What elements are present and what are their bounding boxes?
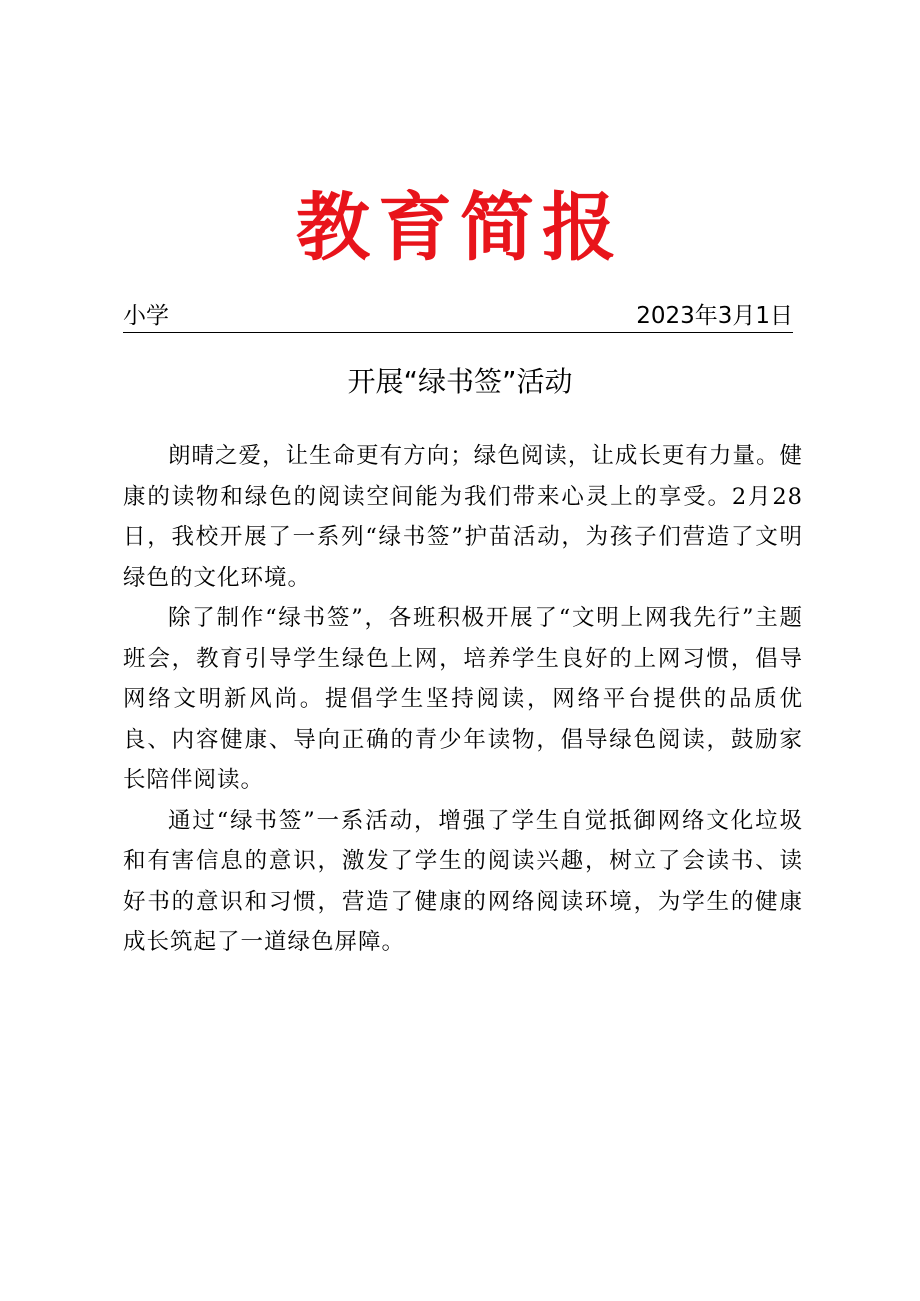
paragraph: 除了制作“绿书签”，各班积极开展了“文明上网我先行”主题班会，教育引导学生绿色上网，培养学生良好的上网习惯，倡导网络文明新风尚。提倡学生坚持阅读，网络平台提供的品质优良、内容健康、导向正确的青少年读物，倡导绿色阅读，鼓励家长陪伴阅读。 [123,605,803,793]
issuer-name: 小学 [123,303,169,329]
paragraph: 通过“绿书签”一系活动，增强了学生自觉抵御网络文化垃圾和有害信息的意识，激发了学生的阅读兴趣，树立了会读书、读好书的意识和习惯，营造了健康的网络阅读环境，为学生的健康成长筑起了一道绿色屏障。 [123,807,803,955]
masthead-title: 教育简报 [296,185,624,271]
article-body [123,436,803,963]
issuer-date-row [123,300,793,333]
article-title: 开展“绿书签”活动 [347,365,573,398]
issue-date: 2023年3月1日 [636,303,793,329]
paragraph: 朗晴之爱，让生命更有方向；绿色阅读，让成长更有力量。健康的读物和绿色的阅读空间能为我们带来心灵上的享受。2月28日，我校开展了一系列“绿书签”护苗活动，为孩子们营造了文明绿色的文化环境。 [123,443,803,591]
